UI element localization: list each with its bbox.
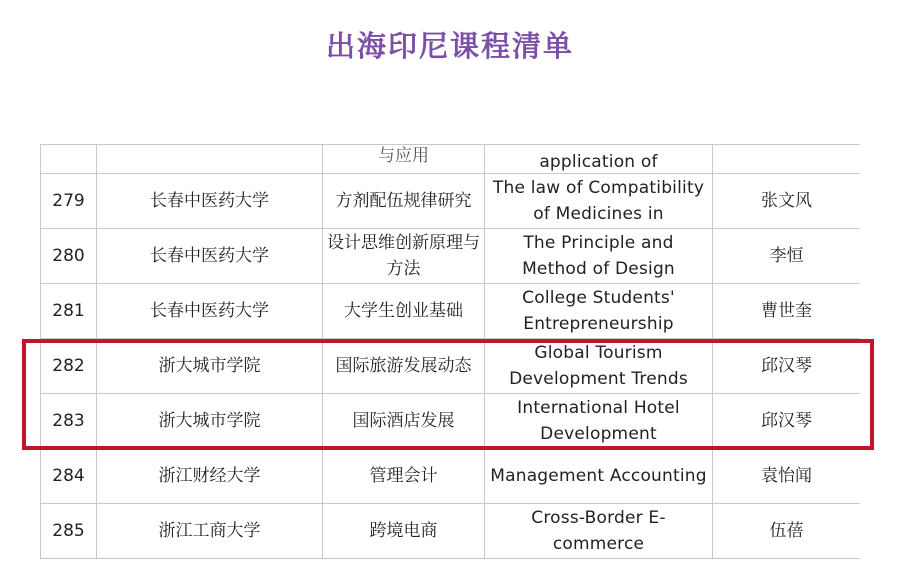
cell-teacher <box>713 145 861 174</box>
cell-course-cn: 国际旅游发展动态 <box>323 339 485 394</box>
cell-university: 长春中医药大学 <box>97 229 323 284</box>
cell-course-cn: 大学生创业基础 <box>323 284 485 339</box>
cell-no: 284 <box>41 449 97 504</box>
cell-course-en: The Principle and Method of Design <box>485 229 713 284</box>
cell-teacher: 邱汉琴 <box>713 394 861 449</box>
table-row <box>41 449 861 504</box>
cell-no: 280 <box>41 229 97 284</box>
cell-course-cn: 设计思维创新原理与方法 <box>323 229 485 284</box>
cell-course-en: Cross-Border E-commerce <box>485 504 713 559</box>
cell-teacher: 张文风 <box>713 174 861 229</box>
cell-university: 浙江工商大学 <box>97 504 323 559</box>
page-title: 出海印尼课程清单 <box>325 29 574 63</box>
cell-university: 长春中医药大学 <box>97 174 323 229</box>
cell-university: 长春中医药大学 <box>97 284 323 339</box>
table-row <box>41 229 861 284</box>
cell-no: 285 <box>41 504 97 559</box>
partial-course-cn: 与应用 <box>378 146 429 166</box>
cell-course-en: Global Tourism Development Trends <box>485 339 713 394</box>
table-row <box>41 504 861 559</box>
cell-course-cn: 跨境电商 <box>323 504 485 559</box>
cell-no: 282 <box>41 339 97 394</box>
cell-course-en: application of <box>485 145 713 174</box>
cell-course-en: Management Accounting <box>485 449 713 504</box>
cell-course-en: International Hotel Development <box>485 394 713 449</box>
cell-course-cn: 国际酒店发展 <box>323 394 485 449</box>
cell-no: 281 <box>41 284 97 339</box>
cell-no: 279 <box>41 174 97 229</box>
cell-university <box>97 145 323 174</box>
table-row <box>41 284 861 339</box>
cell-course-cn: 方剂配伍规律研究 <box>323 174 485 229</box>
cell-course-en: College Students' Entrepreneurship <box>485 284 713 339</box>
highlight-box <box>22 339 874 450</box>
cell-teacher: 李恒 <box>713 229 861 284</box>
cell-teacher: 袁怡闻 <box>713 449 861 504</box>
table-row-partial <box>41 145 861 174</box>
cell-teacher: 曹世奎 <box>713 284 861 339</box>
cell-course-en: The law of Compatibility of Medicines in <box>485 174 713 229</box>
cell-course-cn: 管理会计 <box>323 449 485 504</box>
table-row <box>41 174 861 229</box>
cell-no: 283 <box>41 394 97 449</box>
cell-university: 浙大城市学院 <box>97 394 323 449</box>
cell-no <box>41 145 97 174</box>
cell-teacher: 伍蓓 <box>713 504 861 559</box>
cell-course-cn <box>323 145 485 174</box>
cell-university: 浙江财经大学 <box>97 449 323 504</box>
cell-university: 浙大城市学院 <box>97 339 323 394</box>
cell-teacher: 邱汉琴 <box>713 339 861 394</box>
